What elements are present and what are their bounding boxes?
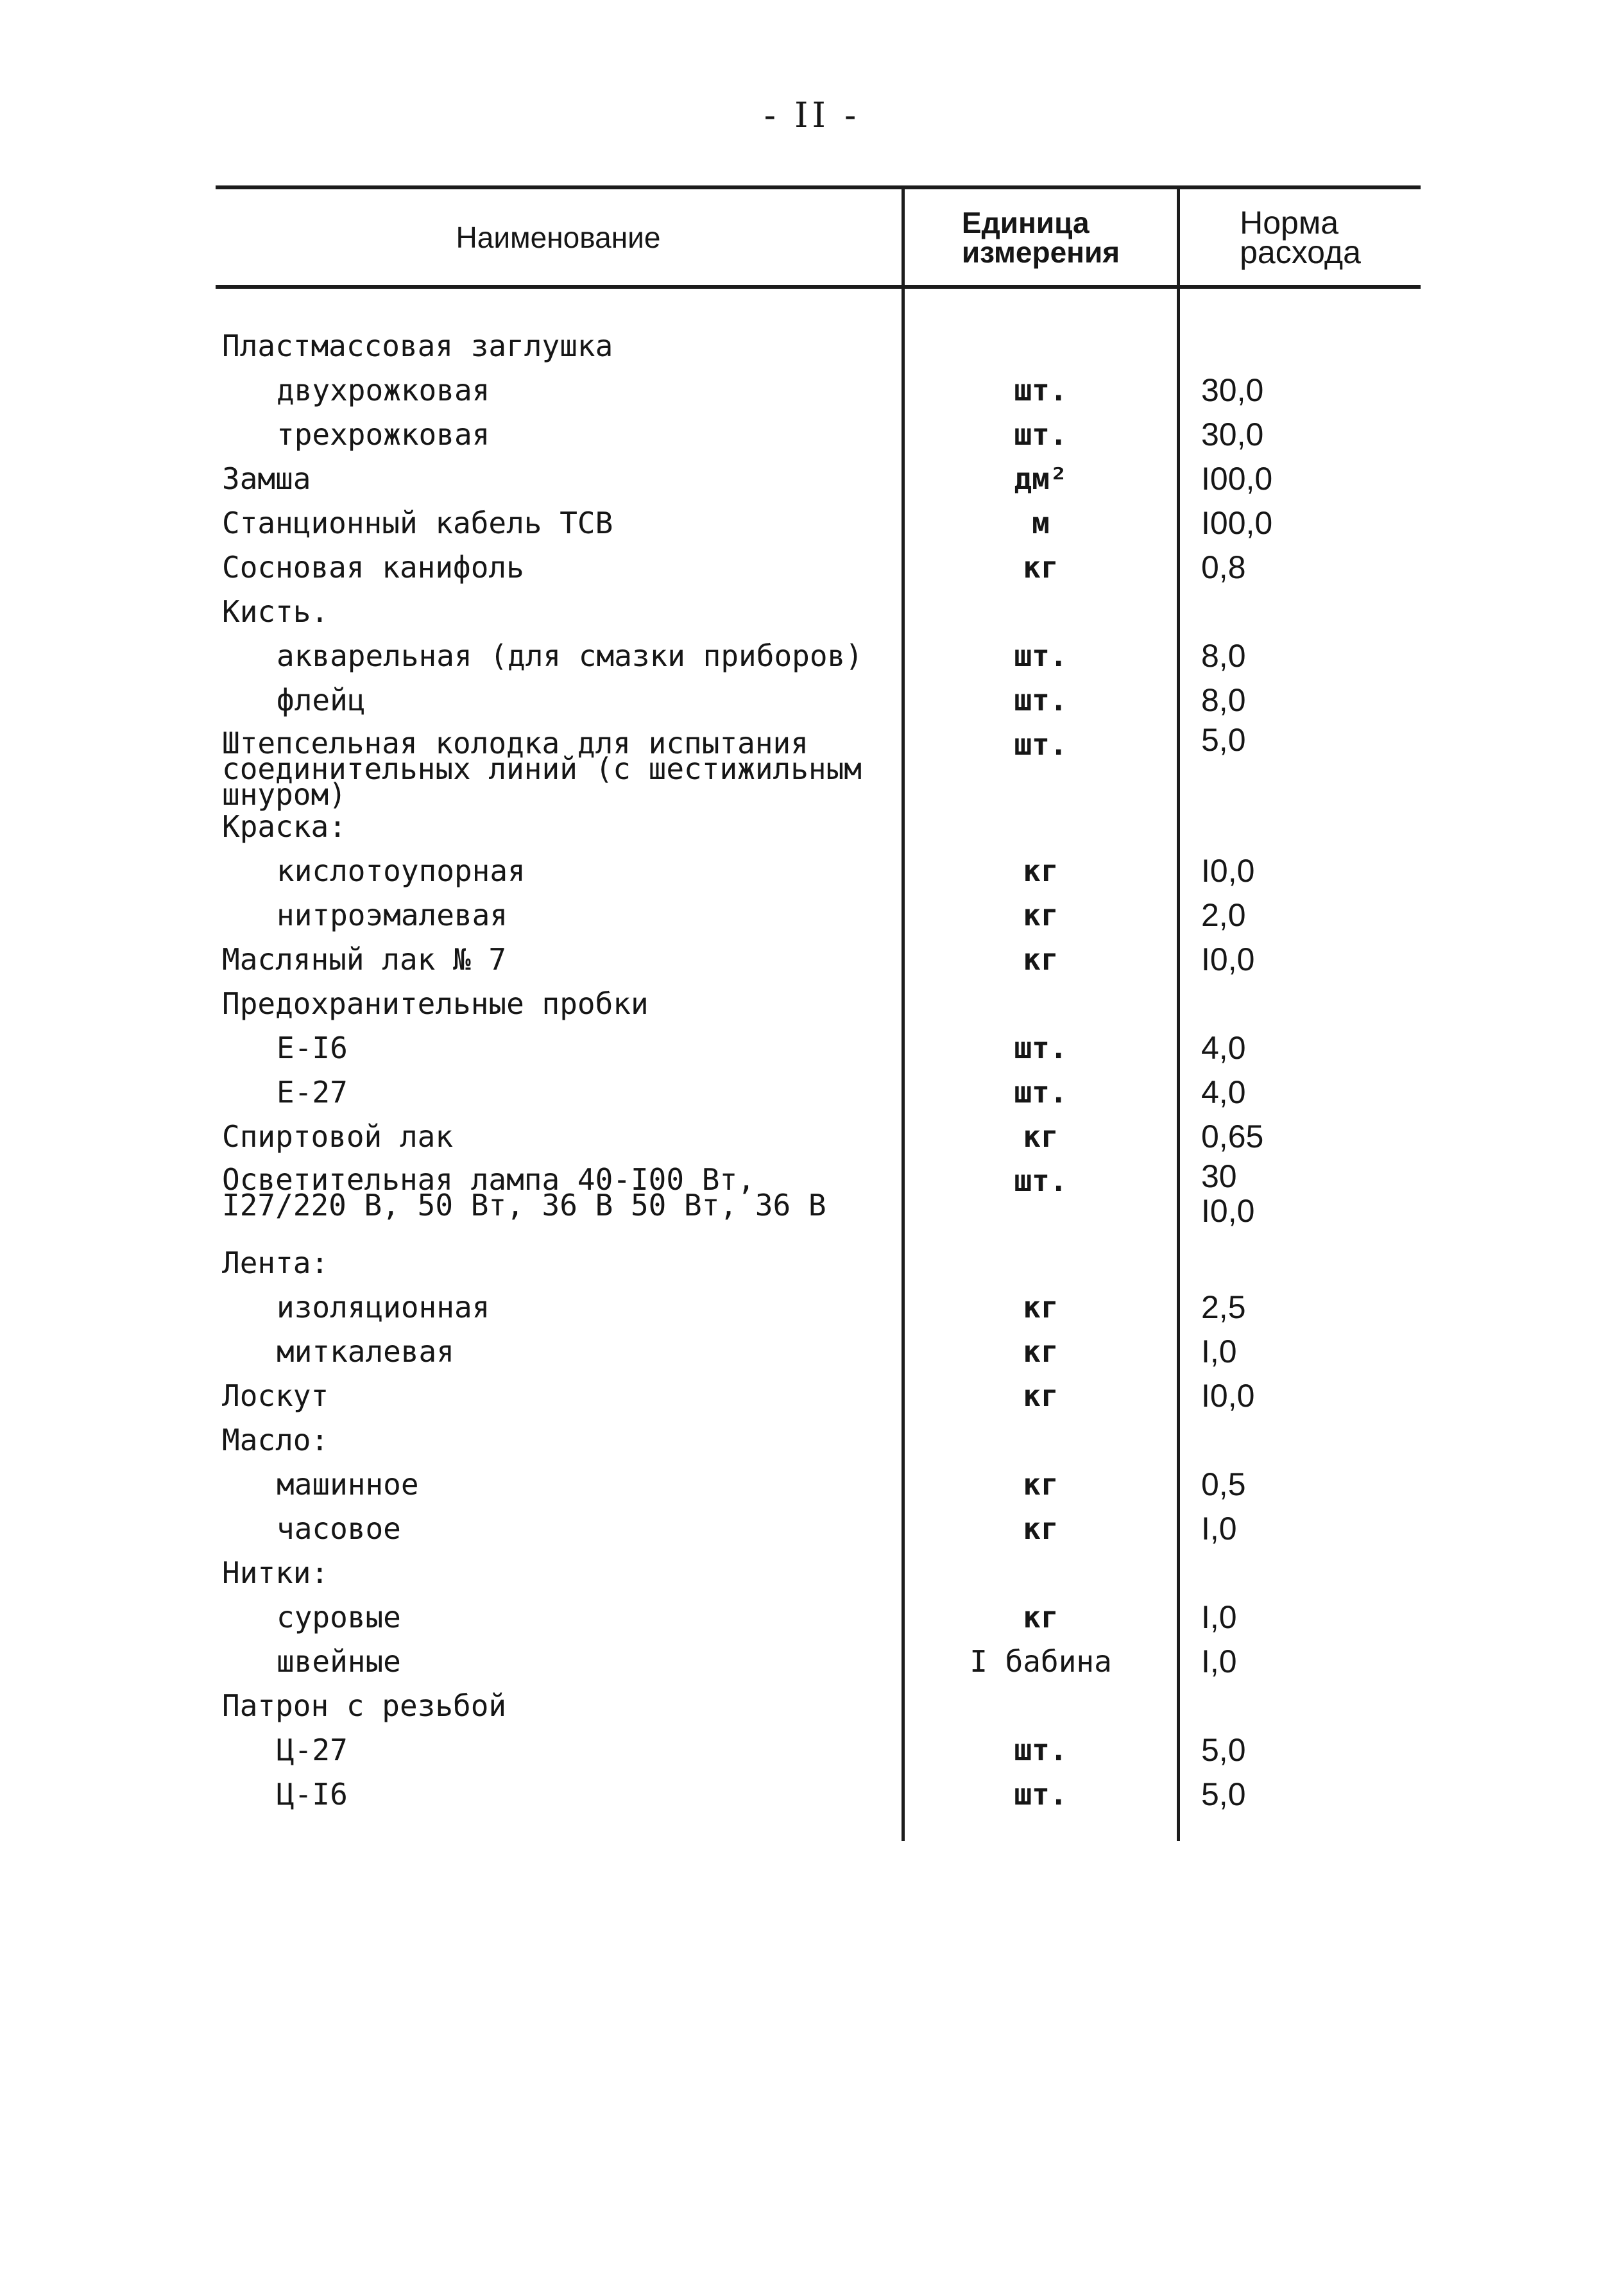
table-row [216, 634, 1421, 678]
row-unit: шт. [1014, 1733, 1068, 1767]
row-unit: шт. [1014, 1163, 1068, 1198]
row-name: акварельная (для смазки приборов) [277, 639, 863, 673]
row-norm: 8,0 [1201, 638, 1246, 674]
row-norm: I00,0 [1201, 461, 1273, 497]
row-name: изоляционная [277, 1290, 490, 1325]
table-row [216, 1330, 1421, 1374]
table-row [216, 1241, 1421, 1285]
row-name: Патрон с резьбой [222, 1688, 507, 1723]
row-name: Е-27 [277, 1075, 348, 1110]
row-unit: кг [1023, 853, 1059, 888]
row-norm: I,0 [1201, 1599, 1237, 1635]
row-unit: шт. [1014, 1031, 1068, 1065]
row-name: Предохранительные пробки [222, 986, 649, 1021]
row-name: Станционный кабель ТСВ [222, 506, 613, 540]
row-norm: 5,0 [1201, 722, 1246, 758]
row-unit: шт. [1014, 639, 1068, 673]
table-row [216, 678, 1421, 723]
row-norm: I,0 [1201, 1334, 1237, 1369]
table-row [216, 722, 1421, 812]
table-row [216, 501, 1421, 545]
header-name [216, 193, 901, 282]
row-name: Кисть. [222, 594, 329, 629]
row-unit: шт. [1014, 417, 1068, 452]
row-norm: 30,0 [1201, 372, 1264, 408]
row-norm: 0,8 [1201, 549, 1246, 585]
row-name: Сосновая канифоль [222, 550, 524, 585]
row-name: суровые [277, 1600, 401, 1634]
row-unit: I бабина [970, 1644, 1112, 1679]
row-name: Лента: [222, 1246, 329, 1280]
row-unit: кг [1023, 898, 1059, 932]
row-name: Ц-I6 [277, 1777, 348, 1812]
row-name: Ц-27 [277, 1733, 348, 1767]
row-norm: I,0 [1201, 1643, 1237, 1679]
table-row [216, 938, 1421, 982]
table-header-rule [216, 285, 1421, 289]
table-row [216, 1285, 1421, 1330]
table-row [216, 1684, 1421, 1728]
header-norm-line2: расхода [1240, 234, 1361, 270]
header-norm-line1: Норма [1240, 205, 1339, 241]
row-unit: шт. [1014, 373, 1068, 407]
row-norm: 4,0 [1201, 1030, 1246, 1066]
row-name: трехрожковая [277, 417, 490, 452]
table-row [216, 893, 1421, 938]
row-norm: 5,0 [1201, 1732, 1246, 1768]
row-norm: 8,0 [1201, 682, 1246, 718]
table-row [216, 1728, 1421, 1772]
row-norm: 2,0 [1201, 897, 1246, 933]
row-unit: кг [1023, 550, 1059, 585]
table-row [216, 1462, 1421, 1507]
row-unit: шт. [1014, 683, 1068, 717]
table-row [216, 1507, 1421, 1551]
row-name: машинное [277, 1467, 419, 1502]
row-name: Е-I6 [277, 1031, 348, 1065]
table-row [216, 1595, 1421, 1640]
row-norm: 0,5 [1201, 1466, 1246, 1502]
row-name: Пластмассовая заглушка [222, 329, 613, 363]
row-norm: 30,0 [1201, 416, 1264, 452]
table-row [216, 324, 1421, 368]
row-unit: кг [1023, 942, 1059, 977]
row-norm: I0,0 [1201, 941, 1255, 977]
row-unit: шт. [1014, 1075, 1068, 1110]
table-row [216, 1551, 1421, 1595]
table-row [216, 413, 1421, 457]
table-row [216, 849, 1421, 893]
row-unit: м [1032, 506, 1050, 540]
row-unit: шт. [1014, 727, 1068, 762]
row-unit: кг [1023, 1600, 1059, 1634]
row-unit: дм² [1014, 461, 1068, 496]
row-name: нитроэмалевая [277, 898, 508, 932]
row-norm: I0,0 [1201, 853, 1255, 889]
table-row [216, 590, 1421, 634]
row-name: Штепсельная колодка для испытания соединительных линий (с шестижильным шнуром) [222, 726, 880, 812]
row-norm: I00,0 [1201, 505, 1273, 541]
row-unit: шт. [1014, 1777, 1068, 1812]
row-unit: кг [1023, 1511, 1059, 1546]
row-name: миткалевая [277, 1334, 454, 1369]
header-unit [905, 193, 1177, 282]
row-name: Замша [222, 461, 311, 496]
row-unit: кг [1023, 1290, 1059, 1325]
table-row [216, 1115, 1421, 1159]
row-name: флейц [277, 683, 366, 717]
row-norm: 2,5 [1201, 1289, 1246, 1325]
row-unit: кг [1023, 1378, 1059, 1413]
table-row [216, 805, 1421, 849]
row-norm: 4,0 [1201, 1074, 1246, 1110]
row-norm: 30 I0,0 [1201, 1158, 1255, 1229]
row-name: Спиртовой лак [222, 1119, 454, 1154]
row-name: Осветительная лампа 40-I00 Вт, I27/220 В, 50 Вт, 36 В 50 Вт, 36 В [222, 1162, 826, 1222]
table-row [216, 1026, 1421, 1070]
row-name: Масло: [222, 1423, 329, 1457]
table-top-rule [216, 185, 1421, 189]
header-norm [1180, 193, 1421, 282]
row-name: швейные [277, 1644, 401, 1679]
row-name: Краска: [222, 809, 346, 844]
table-row [216, 1640, 1421, 1684]
header-name-label: Наименование [456, 221, 661, 254]
row-unit: кг [1023, 1334, 1059, 1369]
table-row [216, 1772, 1421, 1817]
header-unit-line2: измерения [961, 236, 1120, 269]
row-unit: кг [1023, 1467, 1059, 1502]
table-row [216, 457, 1421, 501]
row-name: часовое [277, 1511, 401, 1546]
row-unit: кг [1023, 1119, 1059, 1154]
row-name: Нитки: [222, 1556, 329, 1590]
row-name: Масляный лак № 7 [222, 942, 507, 977]
table-row [216, 1070, 1421, 1115]
row-norm: I,0 [1201, 1511, 1237, 1547]
row-norm: 0,65 [1201, 1119, 1264, 1154]
row-name: Лоскут [222, 1378, 329, 1413]
table-row [216, 1159, 1421, 1241]
row-norm: I0,0 [1201, 1378, 1255, 1414]
row-norm: 5,0 [1201, 1776, 1246, 1812]
row-name: двухрожковая [277, 373, 490, 407]
table-row [216, 982, 1421, 1026]
table-row [216, 368, 1421, 413]
page-number: - II - [764, 95, 860, 135]
materials-table-body [216, 324, 1421, 1817]
row-name: кислотоупорная [277, 853, 526, 888]
table-row [216, 1418, 1421, 1462]
header-unit-line1: Единица [961, 206, 1090, 239]
table-row [216, 1374, 1421, 1418]
table-row [216, 545, 1421, 590]
